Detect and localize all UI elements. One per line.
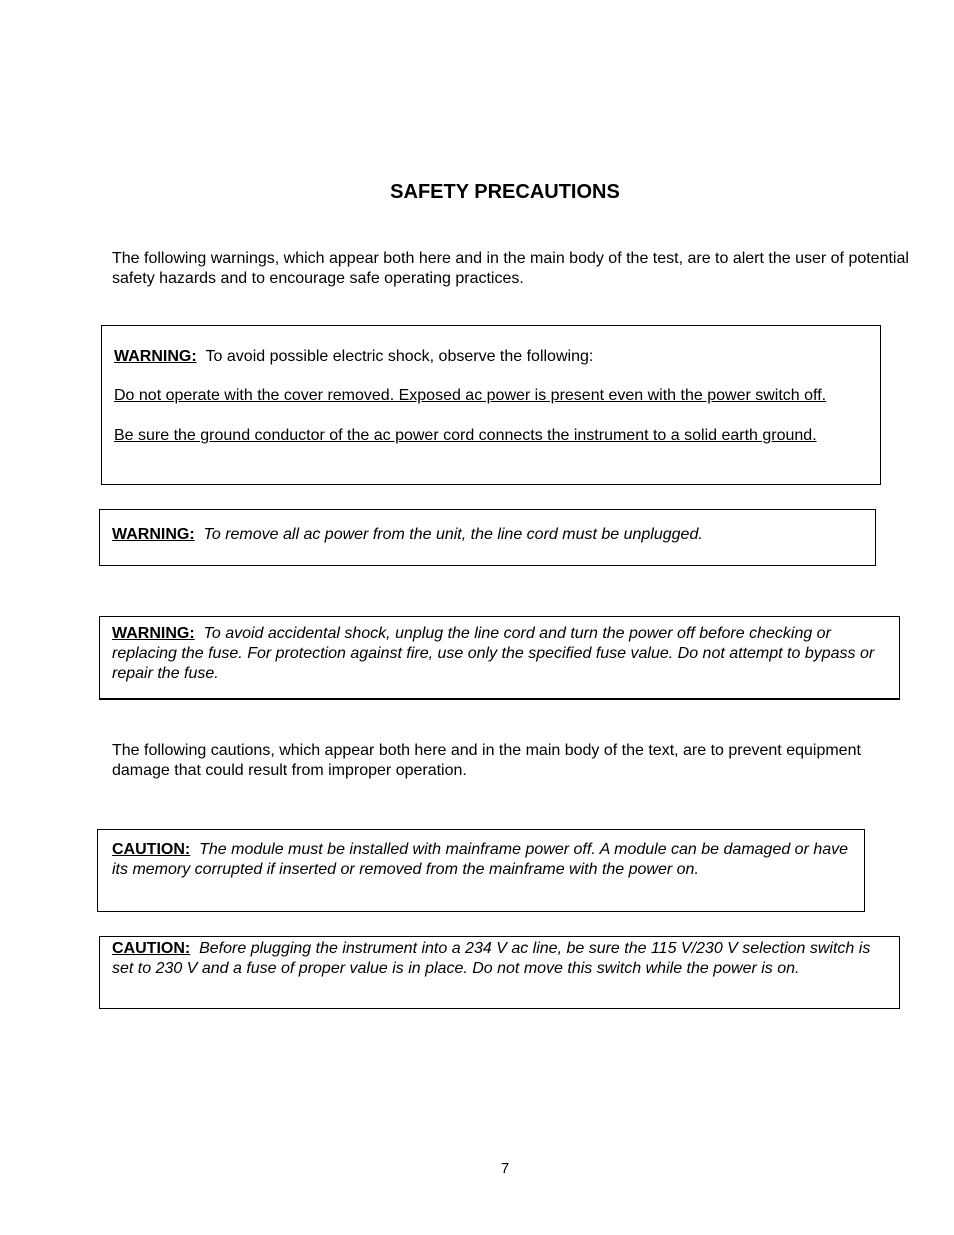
caution-box-content	[112, 840, 860, 880]
page-title: SAFETY PRECAUTIONS	[390, 181, 620, 203]
warning-box-content	[112, 525, 871, 545]
warning-box-fuse	[99, 616, 900, 700]
warning-item-cover: Do not operate with the cover removed. Exposed ac power is present even with the power switch off.	[114, 387, 827, 404]
page-number: 7	[500, 1160, 510, 1177]
caution-paragraph	[112, 840, 860, 880]
warning-text: To remove all ac power from the unit, the line cord must be unplugged.	[203, 526, 703, 543]
caution-box-voltage	[99, 936, 900, 1009]
warning-text: To avoid possible electric shock, observe the following:	[205, 348, 594, 365]
cautions-intro-paragraph: The following cautions, which appear both here and in the main body of the text, are to prevent equipment damage that could result from improper operation.	[112, 742, 861, 779]
caution-box-module	[97, 829, 865, 912]
caution-label: CAUTION:	[112, 841, 191, 858]
warning-line	[112, 525, 871, 545]
warning-text: To avoid accidental shock, unplug the line cord and turn the power off before checking or replacing the fuse. For protection against fire, use only the specified fuse value. Do not attempt to bypass or repair the fuse.	[112, 625, 875, 682]
warning-label: WARNING:	[112, 526, 195, 543]
warning-box-line-cord	[99, 509, 876, 566]
warning-label: WARNING:	[112, 625, 195, 642]
warning-box-content	[112, 624, 889, 684]
warning-heading-line	[114, 347, 876, 367]
warning-item-ground: Be sure the ground conductor of the ac power cord connects the instrument to a solid earth ground.	[114, 427, 817, 444]
warning-box-electric-shock	[101, 325, 881, 485]
caution-label: CAUTION:	[112, 940, 191, 957]
caution-text: The module must be installed with mainframe power off. A module can be damaged or have its memory corrupted if inserted or removed from the mainframe with the power on.	[112, 841, 849, 878]
warning-paragraph	[112, 624, 889, 684]
warning-box-content	[114, 347, 876, 446]
caution-paragraph	[112, 939, 893, 979]
caution-box-content	[112, 939, 893, 979]
warnings-intro-paragraph: The following warnings, which appear both here and in the main body of the test, are to alert the user of potential safety hazards and to encourage safe operating practices.	[112, 250, 909, 287]
caution-text: Before plugging the instrument into a 234 V ac line, be sure the 115 V/230 V selection switch is set to 230 V and a fuse of proper value is in place. Do not move this switch while the power is on.	[112, 940, 871, 977]
warning-label: WARNING:	[114, 348, 197, 365]
